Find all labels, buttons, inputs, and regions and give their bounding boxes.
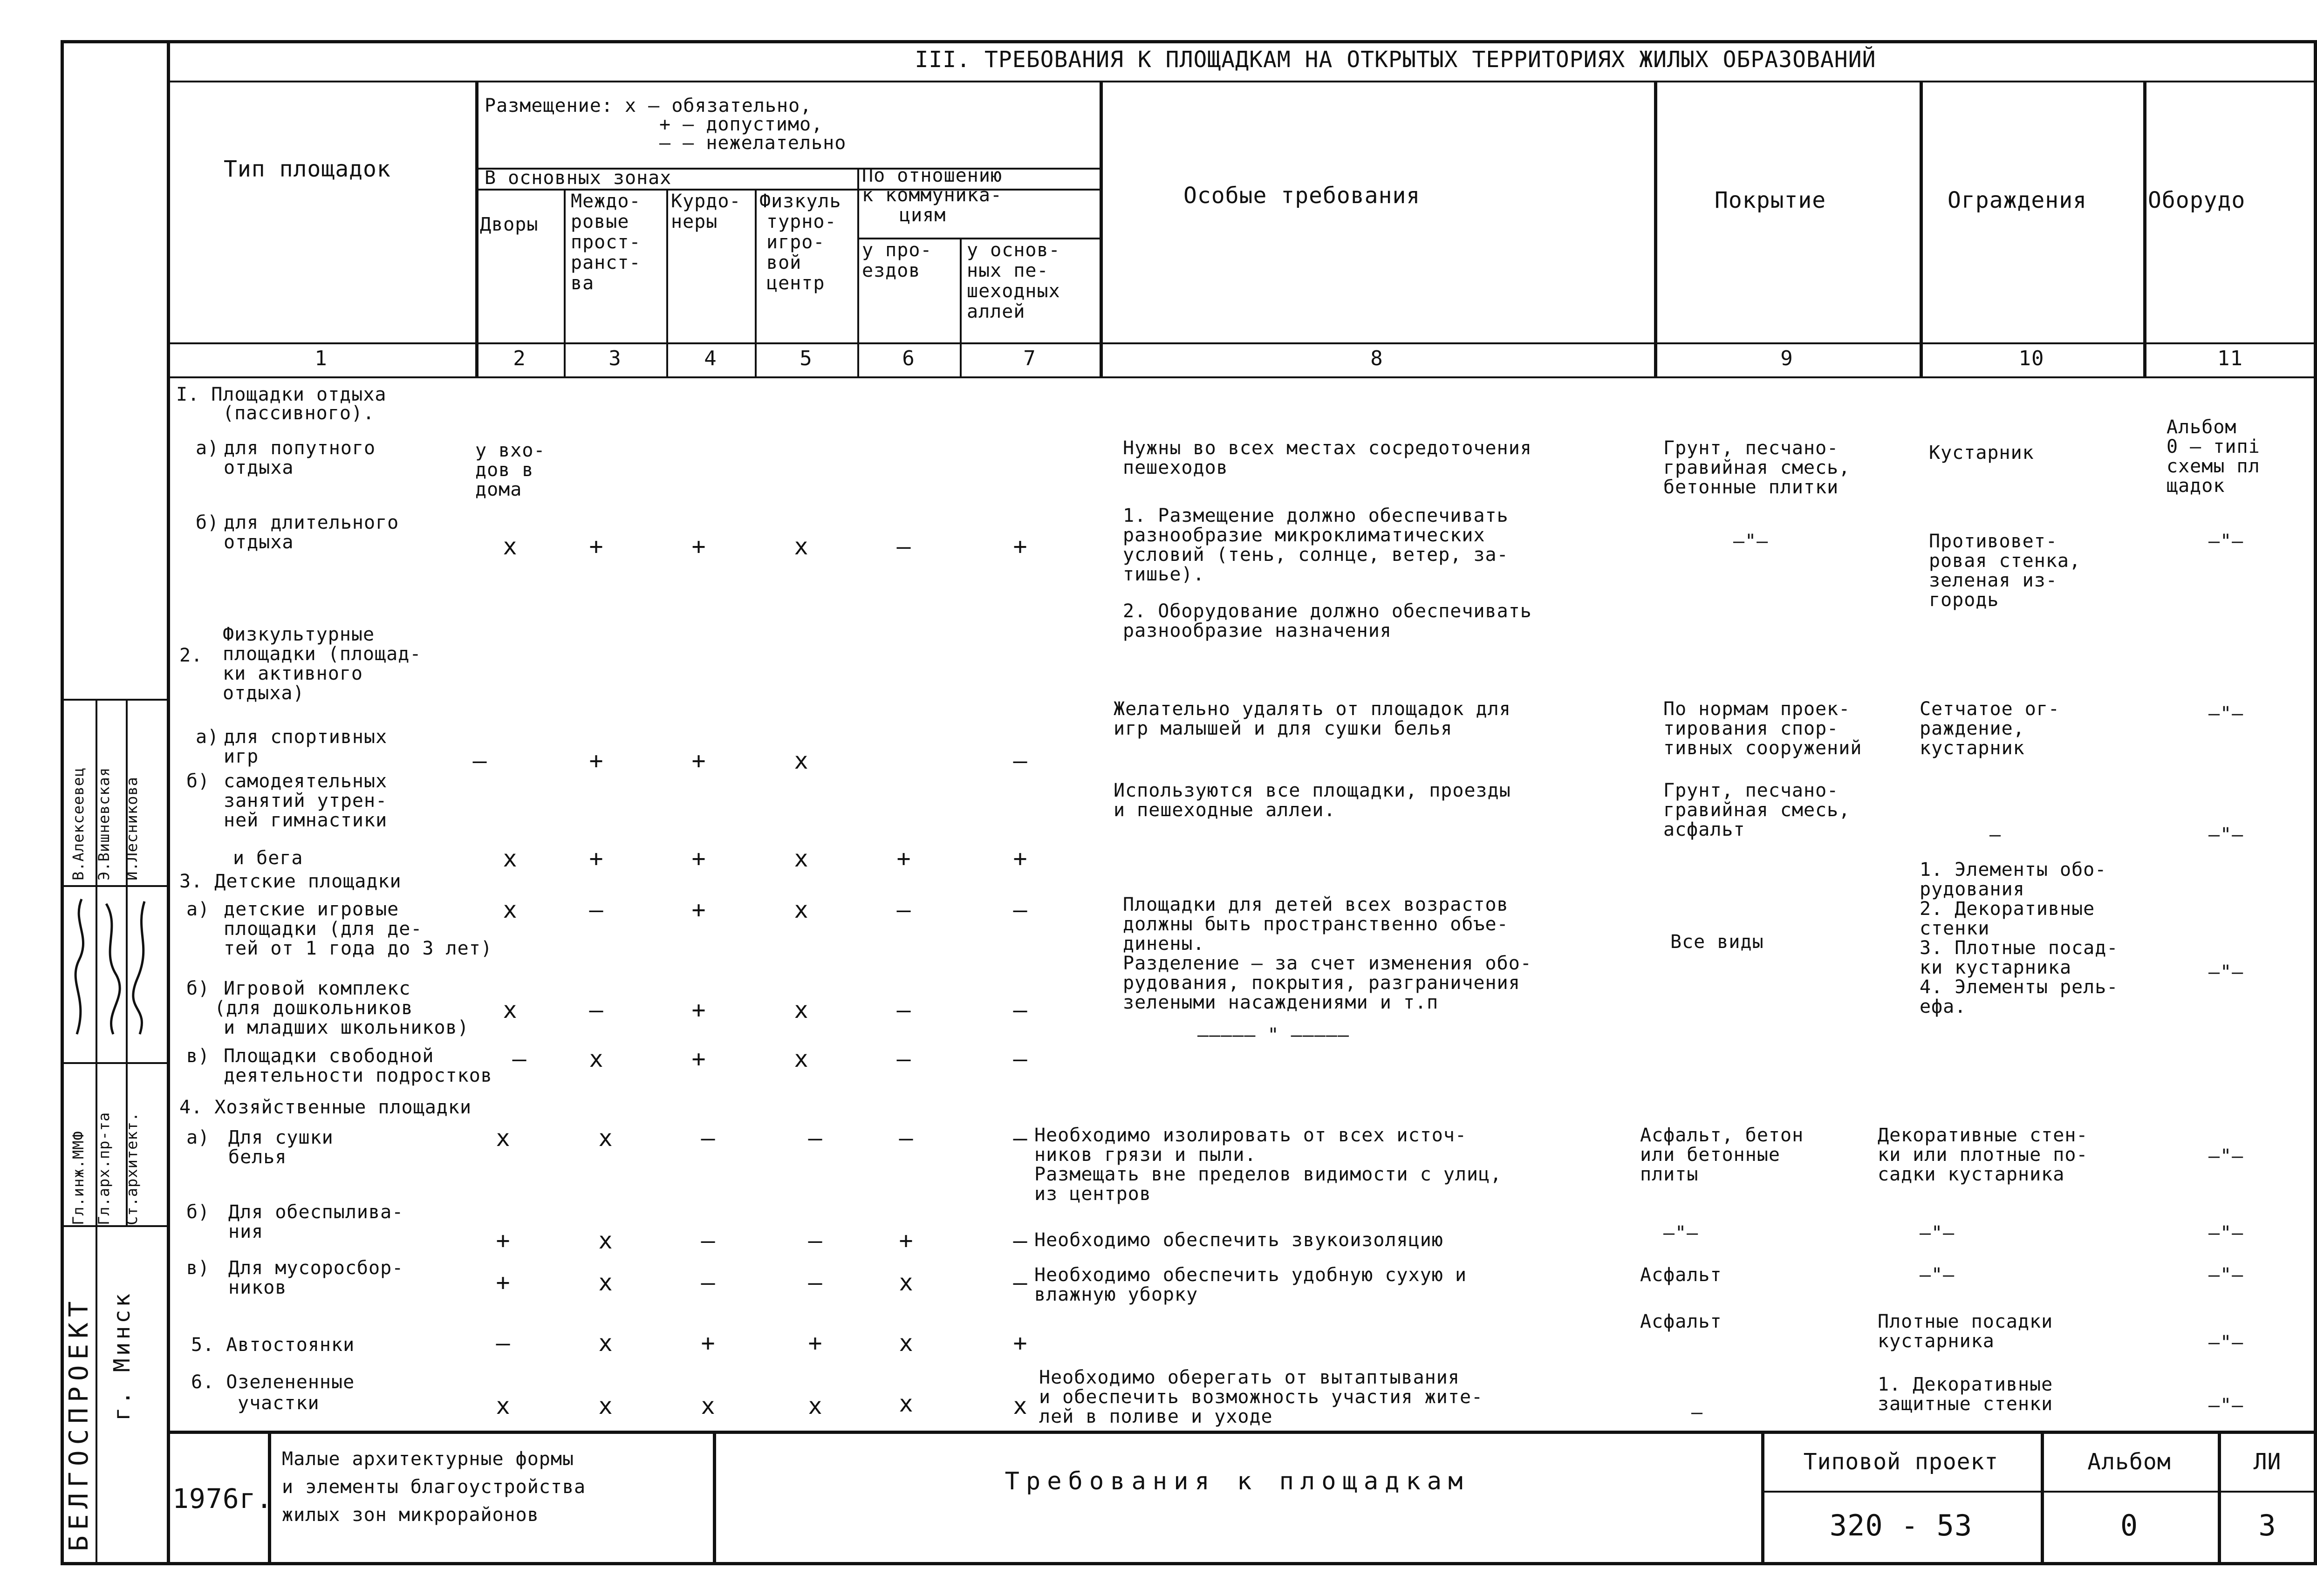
- row-5-equip: —"—: [2208, 1332, 2244, 1353]
- row-4a-mark-3: х: [598, 1125, 613, 1152]
- sidebar-role-1: Гл.инж.ММФ: [69, 1131, 87, 1225]
- row-1a-surface-3: бетонные плитки: [1663, 477, 1839, 498]
- row-3b-mark-4: +: [691, 996, 706, 1023]
- signature-1: [68, 894, 96, 1044]
- row-4b-equip: —"—: [2208, 1222, 2244, 1244]
- row-1b-mark-7: +: [1013, 533, 1028, 560]
- col-alleys-1: у основ-: [967, 239, 1060, 261]
- col-interhouse-3: прост-: [571, 232, 641, 253]
- row-1a-yards-2: дов в: [475, 459, 534, 481]
- row-1a-name-1: для попутного: [224, 437, 376, 459]
- tb-project-label: Типовой проект: [1803, 1449, 1999, 1475]
- row-3c-mark-3: х: [589, 1045, 604, 1072]
- row-4b-fence: —"—: [1920, 1222, 1955, 1244]
- row-4b-special: Необходимо обеспечить звукоизоляцию: [1034, 1229, 1443, 1251]
- row-6-mark-7: х: [1013, 1392, 1028, 1419]
- row-2a-name-2: игр: [224, 746, 259, 767]
- row-3-fence-8: ефа.: [1920, 996, 1967, 1017]
- col-yards-head: Дворы: [480, 214, 539, 235]
- row-1b-special-2: разнообразие микроклиматических: [1123, 525, 1485, 546]
- colnum-11: 11: [2217, 347, 2243, 370]
- row-3c-special: ————— " —————: [1197, 1024, 1350, 1046]
- row-2a-surface-3: тивных сооружений: [1663, 737, 1862, 759]
- row-3a-name-2: площадки (для де-: [224, 918, 423, 940]
- row-4c-fence: —"—: [1920, 1264, 1955, 1286]
- row-4a-mark-6: –: [899, 1125, 914, 1152]
- col-surface-head: Покрытие: [1715, 187, 1826, 213]
- signature-2: [97, 894, 125, 1044]
- row-1a-special-2: пешеходов: [1123, 457, 1228, 478]
- row-1a-name-2: отдыха: [224, 457, 294, 478]
- tb-year: 1976г.: [172, 1483, 273, 1514]
- row-3-surface: Все виды: [1670, 931, 1764, 953]
- row-1a-surface-2: гравийная смесь,: [1663, 457, 1851, 478]
- row-2-title-2: площадки (площад-: [223, 643, 422, 665]
- row-6-title-2: участки: [238, 1392, 320, 1414]
- tb-subject-1: Малые архитектурные формы: [282, 1448, 574, 1470]
- col-fencing-head: Ограждения: [1948, 187, 2087, 213]
- row-1b-mark-3: +: [589, 533, 604, 560]
- col-kurdoner-1: Курдо-: [671, 191, 741, 212]
- row-3a-mark-5: х: [794, 896, 809, 923]
- row-3b-mark-3: –: [589, 996, 604, 1023]
- row-2b-mark-2: х: [503, 845, 518, 872]
- row-4a-mark-5: –: [808, 1125, 823, 1152]
- row-1a-equip-3: схемы пл: [2167, 456, 2260, 477]
- row-4b-mark-6: +: [899, 1227, 914, 1254]
- col-interhouse-5: ва: [571, 273, 595, 294]
- row-2a-mark-7: –: [1013, 747, 1028, 774]
- row-2a-surface-1: По нормам проек-: [1663, 698, 1851, 720]
- row-3a-mark-4: +: [691, 896, 706, 923]
- tb-subject-3: жилых зон микрорайонов: [282, 1504, 539, 1526]
- row-3-special-3: динены.: [1123, 933, 1205, 955]
- tb-subject-rule: [713, 1431, 716, 1565]
- row-3c-mark-4: +: [691, 1045, 706, 1072]
- row-2b-mark-5: х: [794, 845, 809, 872]
- colnum-10: 10: [2018, 347, 2044, 370]
- row-1a-equip-1: Альбом: [2167, 416, 2237, 438]
- col-7-rule: [1100, 81, 1103, 376]
- row-4a-special-4: из центров: [1034, 1183, 1151, 1205]
- row-3b-name-1: Игровой комплекс: [224, 978, 411, 999]
- titleblock-mid-rule: [1761, 1491, 2317, 1493]
- sidebar-role-3: Ст.архитект.: [123, 1112, 141, 1225]
- row-4b-label: б): [186, 1201, 210, 1223]
- row-4-title: 4. Хозяйственные площадки: [179, 1097, 472, 1118]
- row-3c-name-2: деятельности подростков: [224, 1065, 492, 1086]
- row-4c-mark-5: –: [808, 1269, 823, 1296]
- colnum-1: 1: [314, 347, 328, 370]
- row-3b-mark-5: х: [794, 996, 809, 1023]
- row-2b-surface-2: гравийная смесь,: [1663, 799, 1851, 821]
- sidebar-name-2: Э.Вишневская: [95, 767, 113, 880]
- row-2a-name-1: для спортивных: [224, 726, 388, 748]
- row-2a-fence-1: Сетчатое ог-: [1920, 698, 2060, 720]
- relation-comm-1: По отношению: [862, 165, 1002, 186]
- tb-subject-2: и элементы благоустройства: [282, 1476, 586, 1498]
- row-3-special-2: должны быть пространственно объе-: [1123, 914, 1509, 935]
- row-4c-name-1: Для мусоросбор-: [228, 1257, 404, 1279]
- row-6-mark-6: х: [899, 1390, 914, 1417]
- col-interhouse-4: ранст-: [571, 252, 641, 273]
- row-2b-mark-7: +: [1013, 845, 1028, 872]
- row-4a-name-1: Для сушки: [228, 1127, 334, 1148]
- row-2b-mark-6: +: [896, 845, 911, 872]
- row-3-fence-1: 1. Элементы обо-: [1920, 859, 2107, 880]
- row-1b-mark-5: х: [794, 533, 809, 560]
- row-1a-surface-1: Грунт, песчано-: [1663, 437, 1839, 459]
- row-1b-special-3: условий (тень, солнце, ветер, за-: [1123, 544, 1509, 566]
- row-1b-fence-3: зеленая из-: [1929, 570, 2057, 591]
- row-5-mark-2: –: [496, 1330, 511, 1357]
- row-2-title-1: Физкультурные: [223, 624, 375, 645]
- relation-comm-2: к коммуника-: [862, 184, 1002, 206]
- col-5-rule: [857, 168, 859, 376]
- row-4a-surface-1: Асфальт, бетон: [1640, 1125, 1804, 1146]
- row-3-fence-4: стенки: [1920, 918, 1990, 939]
- row-3-fence-6: ки кустарника: [1920, 957, 2072, 978]
- row-1a-special-1: Нужны во всех местах сосредоточения: [1123, 437, 1532, 459]
- row-3b-name-3: и младших школьников): [224, 1017, 469, 1038]
- row-6-title-1: 6. Озелененные: [191, 1371, 355, 1393]
- row-4c-surface: Асфальт: [1640, 1264, 1722, 1286]
- row-5-mark-5: +: [808, 1330, 823, 1357]
- row-4c-mark-2: +: [496, 1269, 511, 1296]
- tb-sheet-label: ЛИ: [2253, 1449, 2282, 1475]
- row-3-special-4: Разделение – за счет изменения обо-: [1123, 953, 1532, 974]
- row-4b-mark-4: –: [701, 1227, 716, 1254]
- row-6-fence-2: защитные стенки: [1878, 1393, 2053, 1415]
- row-4a-surface-3: плиты: [1640, 1164, 1699, 1185]
- row-3-fence-5: 3. Плотные посад-: [1920, 937, 2119, 959]
- placement-legend-1: Размещение: х – обязательно,: [485, 95, 812, 116]
- row-5-mark-7: +: [1013, 1330, 1028, 1357]
- row-4a-mark-2: х: [496, 1125, 511, 1152]
- row-2a-label: а): [196, 726, 219, 748]
- row-4b-mark-3: х: [598, 1227, 613, 1254]
- sidebar-row-b: [61, 885, 170, 887]
- row-2a-mark-5: х: [794, 747, 809, 774]
- row-3b-label: б): [186, 978, 210, 999]
- row-3c-mark-7: –: [1013, 1045, 1028, 1072]
- in-main-zones: В основных зонах: [485, 167, 672, 189]
- row-1a-equip-2: 0 – типі: [2167, 436, 2260, 457]
- row-4a-label: а): [186, 1127, 210, 1148]
- row-1-title-2: (пассивного).: [223, 402, 375, 424]
- row-3a-name-3: тей от 1 года до 3 лет): [224, 938, 492, 959]
- row-3b-mark-6: –: [896, 996, 911, 1023]
- sidebar-name-1: В.Алексеевец: [69, 767, 87, 880]
- row-2-num: 2.: [179, 645, 203, 666]
- col-alleys-4: аллей: [967, 301, 1025, 322]
- row-4c-mark-6: х: [899, 1269, 914, 1296]
- row-2a-mark-4: +: [691, 747, 706, 774]
- tb-project-no: 320 - 53: [1829, 1508, 1973, 1542]
- row-1a-yards-3: дома: [475, 479, 522, 500]
- row-3b-mark-2: х: [503, 996, 518, 1023]
- row-2-title-3: ки активного: [223, 663, 363, 684]
- row-6-mark-3: х: [598, 1392, 613, 1419]
- row-3-fence-2: рудования: [1920, 879, 2025, 900]
- row-2b-label: б): [186, 771, 210, 792]
- row-2a-mark-3: +: [589, 747, 604, 774]
- row-4a-fence-1: Декоративные стен-: [1878, 1125, 2088, 1146]
- row-4a-fence-2: ки или плотные по-: [1878, 1144, 2088, 1166]
- row-1b-name-1: для длительного: [224, 512, 399, 533]
- row-2a-special-2: игр малышей и для сушки белья: [1114, 718, 1453, 739]
- row-4c-name-2: ников: [228, 1277, 287, 1298]
- sidebar-row-a: [61, 699, 170, 701]
- col-10-rule: [2143, 81, 2146, 376]
- row-3-fence-3: 2. Декоративные: [1920, 898, 2095, 920]
- row-4c-special-2: влажную уборку: [1034, 1284, 1198, 1305]
- title-row-rule: [167, 81, 2317, 82]
- row-1a-label: а): [196, 437, 219, 459]
- row-6-fence-1: 1. Декоративные: [1878, 1374, 2053, 1395]
- row-3a-mark-3: –: [589, 896, 604, 923]
- row-1b-surface: —"—: [1733, 531, 1769, 552]
- row-3a-label: а): [186, 899, 210, 920]
- sidebar-org: БЕЛГОСПРОЕКТ: [64, 1296, 94, 1551]
- row-6-special-3: лей в поливе и уходе: [1039, 1406, 1273, 1427]
- tb-album-no: 0: [2120, 1508, 2139, 1542]
- col-sport-2: турно-: [766, 211, 837, 232]
- row-1b-equip: —"—: [2208, 531, 2244, 552]
- row-4a-special-2: ников грязи и пыли.: [1034, 1144, 1257, 1166]
- row-3a-mark-7: –: [1013, 896, 1028, 923]
- row-3a-name-1: детские игровые: [224, 899, 399, 920]
- titleblock-top-rule: [167, 1431, 2317, 1434]
- row-2a-fence-2: раждение,: [1920, 718, 2025, 739]
- row-2b-special-2: и пешеходные аллеи.: [1114, 799, 1336, 821]
- row-6-special-1: Необходимо оберегать от вытаптывания: [1039, 1367, 1460, 1388]
- row-3c-mark-2: –: [512, 1045, 527, 1072]
- row-5-surface: Асфальт: [1640, 1311, 1722, 1332]
- row-1b-mark-6: –: [896, 533, 911, 560]
- row-1b-fence-2: ровая стенка,: [1929, 550, 2081, 572]
- col-sport-4: вой: [766, 252, 802, 273]
- row-2b-fence: —: [1989, 824, 2002, 846]
- colnum-6: 6: [902, 347, 915, 370]
- row-2-title-4: отдыха): [223, 682, 305, 704]
- row-5-mark-4: +: [701, 1330, 716, 1357]
- colnum-2: 2: [513, 347, 526, 370]
- row-4a-name-2: белья: [228, 1146, 287, 1168]
- row-4b-mark-2: +: [496, 1227, 511, 1254]
- row-1a-fence: Кустарник: [1929, 442, 2034, 464]
- row-1b-name-2: отдыха: [224, 532, 294, 553]
- row-4b-surface: —"—: [1663, 1222, 1699, 1244]
- row-2a-mark-2: –: [472, 747, 487, 774]
- row-4a-special-1: Необходимо изолировать от всех источ-: [1034, 1125, 1467, 1146]
- col-driveway-2: ездов: [862, 260, 921, 281]
- sidebar-city: г. Минск: [109, 1290, 135, 1421]
- tb-sheet-no: 3: [2258, 1508, 2276, 1542]
- row-5-title: 5. Автостоянки: [191, 1334, 355, 1356]
- col-sport-3: игро-: [766, 232, 825, 253]
- sidebar-name-3: И.Лесникова: [123, 777, 141, 880]
- row-1-title: I. Площадки отдыха: [176, 384, 387, 405]
- row-2b-surface-3: асфальт: [1663, 819, 1745, 840]
- row-1b-mark-4: +: [691, 533, 706, 560]
- row-1b-mark-2: х: [503, 533, 518, 560]
- colnum-7: 7: [1023, 347, 1036, 370]
- row-1a-equip-4: щадок: [2167, 475, 2225, 497]
- colnum-bottom-rule: [167, 376, 2317, 378]
- col-sport-1: Физкуль: [759, 191, 841, 212]
- row-3-title: 3. Детские площадки: [179, 871, 402, 892]
- row-2a-equip: —"—: [2208, 703, 2244, 724]
- row-3-special-1: Площадки для детей всех возрастов: [1123, 894, 1509, 915]
- col-sport-5: центр: [766, 273, 825, 294]
- col-1-rule: [475, 81, 478, 376]
- row-4b-mark-5: –: [808, 1227, 823, 1254]
- colnum-4: 4: [704, 347, 717, 370]
- row-3c-mark-5: х: [794, 1045, 809, 1072]
- row-3c-name-1: Площадки свободной: [224, 1045, 434, 1067]
- col-interhouse-1: Междо-: [571, 191, 641, 212]
- col-kurdoner-2: неры: [671, 211, 718, 232]
- col-alleys-3: шеходных: [967, 280, 1060, 302]
- tb-album-label: Альбом: [2087, 1449, 2171, 1475]
- sidebar-row-c: [61, 1062, 170, 1064]
- col-driveway-1: у про-: [862, 239, 932, 261]
- row-2a-fence-3: кустарник: [1920, 737, 2025, 759]
- row-4c-special-1: Необходимо обеспечить удобную сухую и: [1034, 1264, 1467, 1286]
- colnum-5: 5: [800, 347, 813, 370]
- col-interhouse-2: ровые: [571, 211, 629, 232]
- row-4c-equip: —"—: [2208, 1264, 2244, 1286]
- row-6-mark-5: х: [808, 1392, 823, 1419]
- row-6-surface: —: [1691, 1402, 1703, 1423]
- row-1b-special-4: тишье).: [1123, 564, 1205, 585]
- placement-legend-2: + – допустимо,: [659, 114, 823, 135]
- row-2a-special-1: Желательно удалять от площадок для: [1114, 698, 1511, 720]
- row-5-fence-2: кустарника: [1878, 1330, 1995, 1352]
- sidebar-row-d: [61, 1225, 170, 1227]
- row-2b-name-1: самодеятельных: [224, 771, 388, 792]
- page-title: III. ТРЕБОВАНИЯ К ПЛОЩАДКАМ НА ОТКРЫТЫХ ТЕРРИТОРИЯХ ЖИЛЫХ ОБРАЗОВАНИЙ: [915, 47, 1876, 73]
- row-5-mark-6: х: [899, 1330, 914, 1357]
- row-4a-equip: —"—: [2208, 1146, 2244, 1167]
- row-3c-label: в): [186, 1045, 210, 1067]
- row-1b-special-5: 2. Оборудование должно обеспечивать: [1123, 600, 1532, 622]
- row-4c-label: в): [186, 1257, 210, 1279]
- row-3b-name-2: (для дошкольников: [214, 997, 413, 1019]
- sidebar-role-2: Гл.арх.пр-та: [95, 1112, 113, 1225]
- row-6-mark-2: х: [496, 1392, 511, 1419]
- row-1b-label: б): [196, 512, 219, 533]
- relation-comm-3: циям: [899, 205, 946, 226]
- row-2b-name-4: и бега: [233, 847, 303, 869]
- row-4c-mark-4: –: [701, 1269, 716, 1296]
- row-4a-surface-2: или бетонные: [1640, 1144, 1780, 1166]
- row-4b-name-2: ния: [228, 1221, 264, 1242]
- row-1b-fence-4: городь: [1929, 589, 1999, 611]
- col-8-rule: [1654, 81, 1657, 376]
- colnum-9: 9: [1780, 347, 1793, 370]
- row-2b-special-1: Используются все площадки, проезды: [1114, 780, 1511, 801]
- row-1a-yards-1: у вхо-: [475, 440, 546, 461]
- signature-3: [128, 894, 156, 1044]
- row-1b-special-6: разнообразие назначения: [1123, 620, 1392, 641]
- row-4c-mark-3: х: [598, 1269, 613, 1296]
- row-4a-mark-7: –: [1013, 1125, 1028, 1152]
- header-type: Тип площадок: [224, 156, 391, 182]
- row-2b-surface-1: Грунт, песчано-: [1663, 780, 1839, 801]
- row-6-equip: —"—: [2208, 1395, 2244, 1416]
- row-2b-name-3: ней гимнастики: [224, 810, 388, 831]
- row-4a-fence-3: садки кустарника: [1878, 1164, 2065, 1185]
- row-4c-mark-7: –: [1013, 1269, 1028, 1296]
- col-equipment-head: Оборудо: [2148, 187, 2246, 213]
- row-3-fence-7: 4. Элементы рель-: [1920, 976, 2119, 998]
- row-3-equip: —"—: [2208, 962, 2244, 983]
- row-2b-mark-4: +: [691, 845, 706, 872]
- row-4b-mark-7: –: [1013, 1227, 1028, 1254]
- row-2b-name-2: занятий утрен-: [224, 790, 388, 812]
- row-3b-mark-7: –: [1013, 996, 1028, 1023]
- colnum-3: 3: [608, 347, 622, 370]
- tb-sheet-title: Требования к площадкам: [1005, 1467, 1469, 1495]
- row-4a-special-3: Размещать вне пределов видимости с улиц,: [1034, 1164, 1502, 1185]
- row-3c-mark-6: –: [896, 1045, 911, 1072]
- colnum-8: 8: [1370, 347, 1383, 370]
- row-3-special-6: зелеными насаждениями и т.п: [1123, 992, 1439, 1013]
- col-9-rule: [1920, 81, 1923, 376]
- row-4a-mark-4: –: [701, 1125, 716, 1152]
- row-2a-surface-2: тирования спор-: [1663, 718, 1839, 739]
- row-5-mark-3: х: [598, 1330, 613, 1357]
- row-1b-special-1: 1. Размещение должно обеспечивать: [1123, 505, 1509, 526]
- row-3-special-5: рудования, покрытия, разграничения: [1123, 972, 1520, 994]
- row-3a-mark-6: –: [896, 896, 911, 923]
- placement-legend-3: – – нежелательно: [659, 132, 847, 154]
- row-6-special-2: и обеспечить возможность участия жите-: [1039, 1386, 1483, 1408]
- header-bottom-rule: [167, 342, 2317, 344]
- row-2b-equip: —"—: [2208, 824, 2244, 846]
- row-3a-mark-2: х: [503, 896, 518, 923]
- row-6-mark-4: х: [701, 1392, 716, 1419]
- row-2b-mark-3: +: [589, 845, 604, 872]
- col-alleys-2: ных пе-: [967, 260, 1049, 281]
- col-special-head: Особые требования: [1183, 183, 1421, 209]
- row-4b-name-1: Для обеспылива-: [228, 1201, 404, 1223]
- row-1b-fence-1: Противовет-: [1929, 531, 2057, 552]
- row-5-fence-1: Плотные посадки: [1878, 1311, 2053, 1332]
